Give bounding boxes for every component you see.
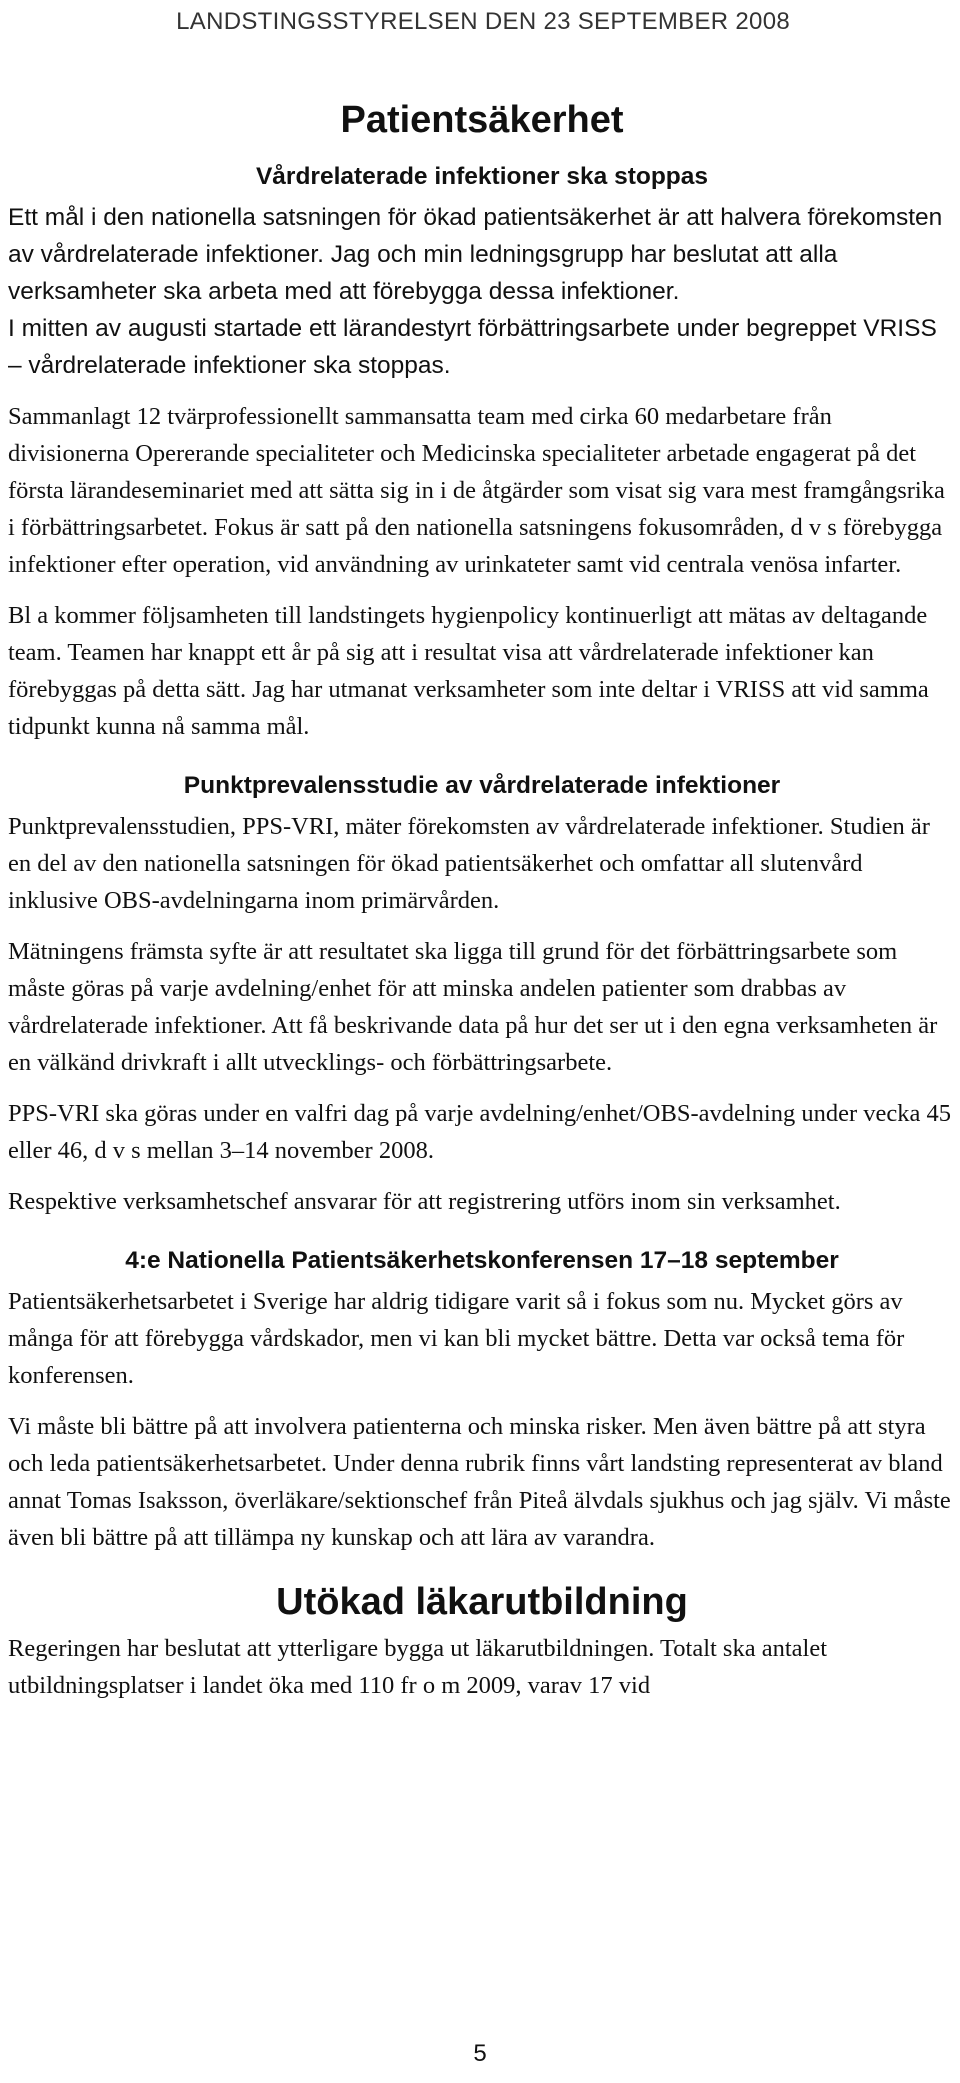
paragraph: Patientsäkerhetsarbetet i Sverige har aldrig tidigare varit så i fokus som nu. Mycket görs av många för att förebygga vårdskador, men vi kan bli mycket bättre. Detta var också tema för konferensen. bbox=[8, 1288, 905, 1389]
paragraph: Ett mål i den nationella satsningen för ökad patientsäkerhet är att halvera förekomsten av vårdrelaterade infektioner. Jag och min ledningsgrupp har beslutat att alla verksamheter ska arbeta med att förebygga dessa infektioner. bbox=[8, 204, 943, 305]
page-number: 5 bbox=[473, 2040, 487, 2067]
paragraph: Vi måste bli bättre på att involvera patienterna och minska risker. Men även bättre på att styra och leda patientsäkerhetsarbetet. Under denna rubrik finns vårt landsting representerat av bland annat Tomas Isaksson, överläkare/sektionschef från Piteå älvdals sjukhus och jag själv. Vi måste även bli bättre på att tillämpa ny kunskap och att lära av varandra. bbox=[8, 1413, 951, 1551]
document-body bbox=[8, 96, 956, 1704]
section-title-lakarutbildning: Utökad läkarutbildning bbox=[276, 1581, 688, 1623]
running-header: LANDSTINGSSTYRELSEN DEN 23 SEPTEMBER 2008 bbox=[176, 8, 790, 35]
section-title-patientsakerhet: Patientsäkerhet bbox=[340, 99, 624, 141]
paragraph: Sammanlagt 12 tvärprofessionellt sammansatta team med cirka 60 medarbetare från divisionerna Opererande specialiteter och Medicinska specialiteter arbetade engagerat på det första lärandeseminariet med att sätta sig in i de åtgärder som visat sig vara mest framgångsrika i förbättringsarbetet. Fokus är satt på den nationella satsningens fokusområden, d v s förebygga infektioner efter operation, vid användning av urinkateter samt vid centrala venösa infarter. bbox=[8, 403, 945, 578]
paragraph: I mitten av augusti startade ett lärandestyrt förbättringsarbete under begreppet VRISS – vårdrelaterade infektioner ska stoppas. bbox=[8, 315, 937, 379]
paragraph: Mätningens främsta syfte är att resultatet ska ligga till grund för det förbättringsarbete som måste göras på varje avdelning/enhet för att minska andelen patienter som drabbas av vårdrelaterade infektioner. Att få beskrivande data på hur det ser ut i den egna verksamheten är en välkänd drivkraft i allt utvecklings- och förbättringsarbete. bbox=[8, 938, 938, 1076]
paragraph: Regeringen har beslutat att ytterligare bygga ut läkarutbildningen. Totalt ska antalet utbildningsplatser i landet öka med 110 fr o m 2009, varav 17 vid bbox=[8, 1635, 828, 1699]
paragraph: Respektive verksamhetschef ansvarar för att registrering utförs inom sin verksamhet. bbox=[8, 1188, 841, 1215]
paragraph: PPS-VRI ska göras under en valfri dag på varje avdelning/enhet/OBS-avdelning under vecka 45 eller 46, d v s mellan 3–14 november 2008. bbox=[8, 1100, 951, 1164]
section-subtitle: Vårdrelaterade infektioner ska stoppas bbox=[255, 163, 709, 190]
paragraph: Punktprevalensstudien, PPS-VRI, mäter förekomsten av vårdrelaterade infektioner. Studien är en del av den nationella satsningen för ökad patientsäkerhet och omfattar all slutenvård inklusive OBS-avdelningarna inom primärvården. bbox=[8, 813, 930, 914]
section-heading-pps: Punktprevalensstudie av vårdrelaterade infektioner bbox=[183, 772, 781, 799]
paragraph: Bl a kommer följsamheten till landstingets hygienpolicy kontinuerligt att mätas av deltagande team. Teamen har knappt ett år på sig att i resultat visa att vårdrelaterade infektioner kan förebyggas på detta sätt. Jag har utmanat verksamheter som inte deltar i VRISS att vid samma tidpunkt kunna nå samma mål. bbox=[8, 602, 929, 740]
section-heading-conference: 4:e Nationella Patientsäkerhetskonferensen 17–18 september bbox=[125, 1247, 839, 1274]
